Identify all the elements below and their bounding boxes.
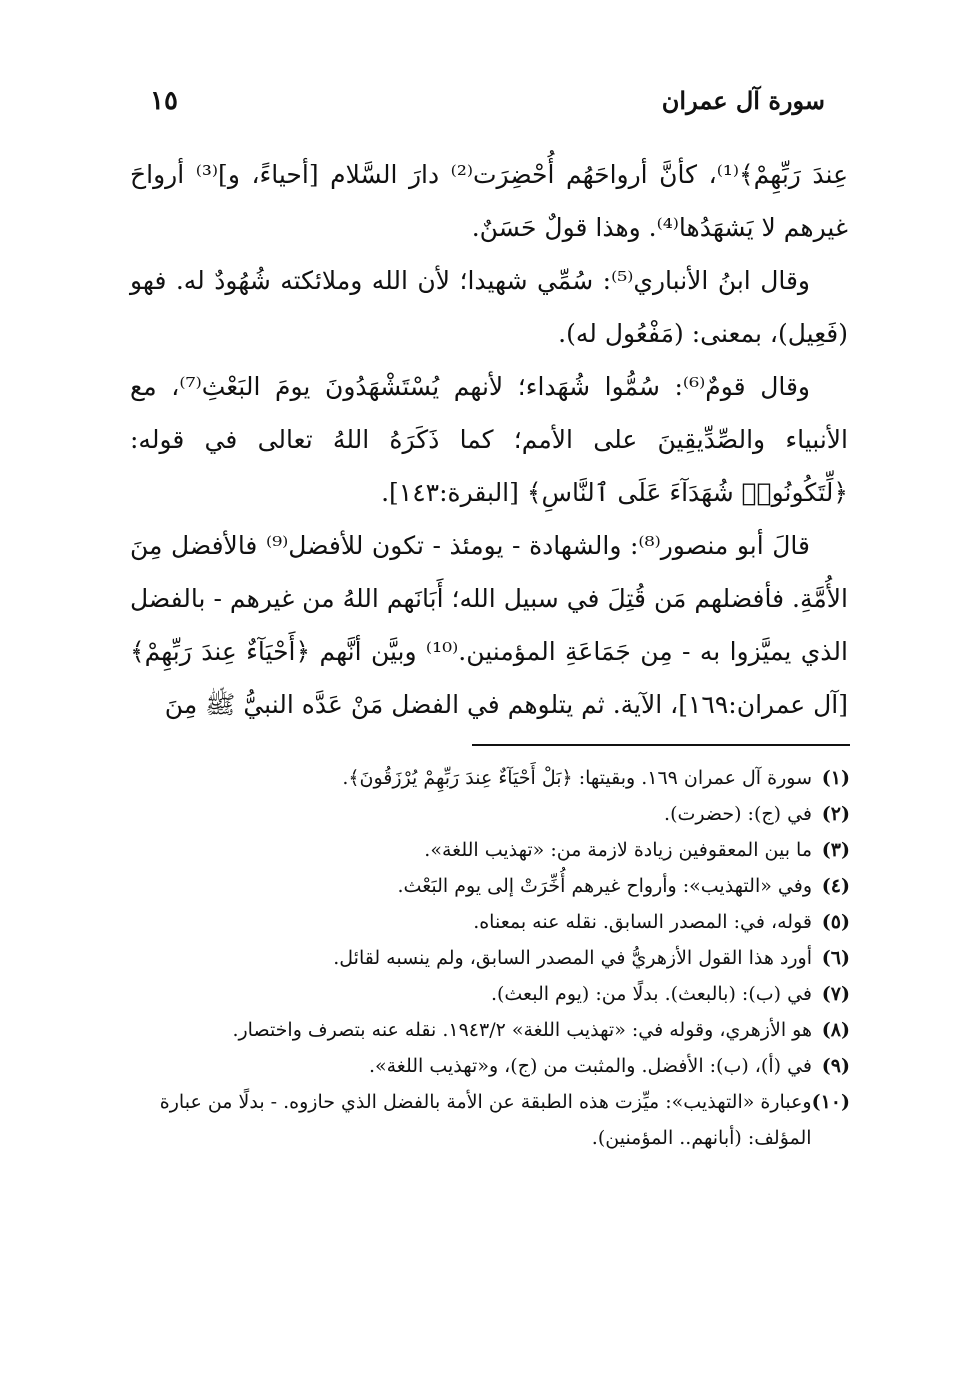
footnote bbox=[130, 1084, 850, 1156]
footnote-number: (١٠) bbox=[811, 1091, 850, 1113]
footnote-divider bbox=[472, 744, 850, 746]
paragraph: عِندَ رَبِّهِمْ﴾⁽¹⁾، كأنَّ أرواحَهُم أُحْضِرَت⁽²⁾ دارَ السَّلام [أحياءً، و]⁽³⁾ أرواحَ غيرهم لا يَشهَدُها⁽⁴⁾. وهذا قولٌ حَسَنٌ. bbox=[130, 160, 849, 242]
footnote-text: في (ج): (حضرت). bbox=[664, 803, 812, 825]
main-text bbox=[130, 148, 848, 731]
footnote bbox=[130, 760, 850, 796]
page-header bbox=[150, 86, 825, 126]
footnote-text: وفي «التهذيب»: وأرواح غيرهم أُخِّرَتْ إلى يوم البَعْث. bbox=[397, 875, 812, 897]
footnote-number: (٦) bbox=[821, 947, 850, 969]
footnote bbox=[130, 1012, 850, 1048]
footnote bbox=[130, 940, 850, 976]
running-title: سورة آل عمران bbox=[661, 86, 825, 115]
footnote-number: (٤) bbox=[821, 875, 850, 897]
footnote bbox=[130, 1048, 850, 1084]
paragraph: قالَ أبو منصور⁽⁸⁾: والشهادة - يومئذ - تكون للأفضل⁽⁹⁾ فالأفضل مِنَ الأُمَّةِ. فأفضلهم مَن قُتِلَ في سبيل الله؛ أَبَانَهم اللهُ من غيرهم - بالفضل الذي يميَّزوا به - مِن جَمَاعَةِ المؤمنين.⁽¹⁰⁾ وبيَّن أنَّهم ﴿أَحْيَآءٌ عِندَ رَبِّهِمْ﴾ [آل عمران:١٦٩]، الآية. ثم يتلوهم في الفضل مَنْ عَدَّه النبيُّ ﷺ مِنَ bbox=[130, 531, 848, 719]
footnote-text: وعبارة «التهذيب»: ميِّزت هذه الطبقة عن الأمة بالفضل الذي حازوه. - بدلًا من عبارة المؤلف: (أبانهم.. المؤمنين). bbox=[159, 1091, 812, 1149]
footnote-text: هو الأزهري، وقوله في: «تهذيب اللغة» ١٩٤٣/٢. نقله عنه بتصرف واختصار. bbox=[232, 1019, 812, 1041]
paragraph: وقال قومٌ⁽⁶⁾: سُمُّوا شُهَداء؛ لأنهم يُسْتَشْهَدُونَ يومَ البَعْثِ⁽⁷⁾، مع الأنبياء والصِّدِّيقِينَ على الأمم؛ كما ذَكَرَهُ اللهُ تعالى في قوله: ﴿لِّتَكُونُوا۟ شُهَدَآءَ عَلَى ٱلنَّاسِ﴾ [البقرة:١٤٣]. bbox=[130, 372, 848, 507]
footnote-text: أورد هذا القول الأزهريُّ في المصدر السابق، ولم ينسبه لقائل. bbox=[333, 947, 812, 969]
footnote-text: سورة آل عمران ١٦٩. وبقيتها: ﴿بَلْ أَحْيَآءٌ عِندَ رَبِّهِمْ يُرْزَقُونَ﴾. bbox=[342, 767, 812, 789]
footnote-text: ما بين المعقوفين زيادة لازمة من: «تهذيب اللغة». bbox=[424, 839, 812, 861]
footnote-number: (١) bbox=[821, 767, 850, 789]
footnote-number: (٧) bbox=[821, 983, 850, 1005]
footnote-text: في (أ)، (ب): الأفضل. والمثبت من (ج)، و«تهذيب اللغة». bbox=[368, 1055, 812, 1077]
page-number: ١٥ bbox=[150, 86, 178, 116]
footnote-text: في (ب): (بالبعث). بدلًا من: (يوم البعث). bbox=[490, 983, 812, 1005]
paragraph: وقال ابنُ الأنباري⁽⁵⁾: سُمِّي شهيدا؛ لأن الله وملائكته شُهُودٌ له. فهو (فَعِيل)، بمعنى: (مَفْعُول له). bbox=[130, 266, 848, 348]
footnotes bbox=[130, 760, 850, 1156]
footnote-number: (٨) bbox=[821, 1019, 850, 1041]
footnote bbox=[130, 976, 850, 1012]
footnote bbox=[130, 904, 850, 940]
footnote bbox=[130, 832, 850, 868]
footnote-number: (٩) bbox=[821, 1055, 850, 1077]
footnote bbox=[130, 868, 850, 904]
footnote-number: (٥) bbox=[821, 911, 850, 933]
footnote-number: (٣) bbox=[821, 839, 850, 861]
footnote bbox=[130, 796, 850, 832]
footnote-text: قوله، في: المصدر السابق. نقله عنه بمعناه. bbox=[473, 911, 812, 933]
footnote-number: (٢) bbox=[821, 803, 850, 825]
